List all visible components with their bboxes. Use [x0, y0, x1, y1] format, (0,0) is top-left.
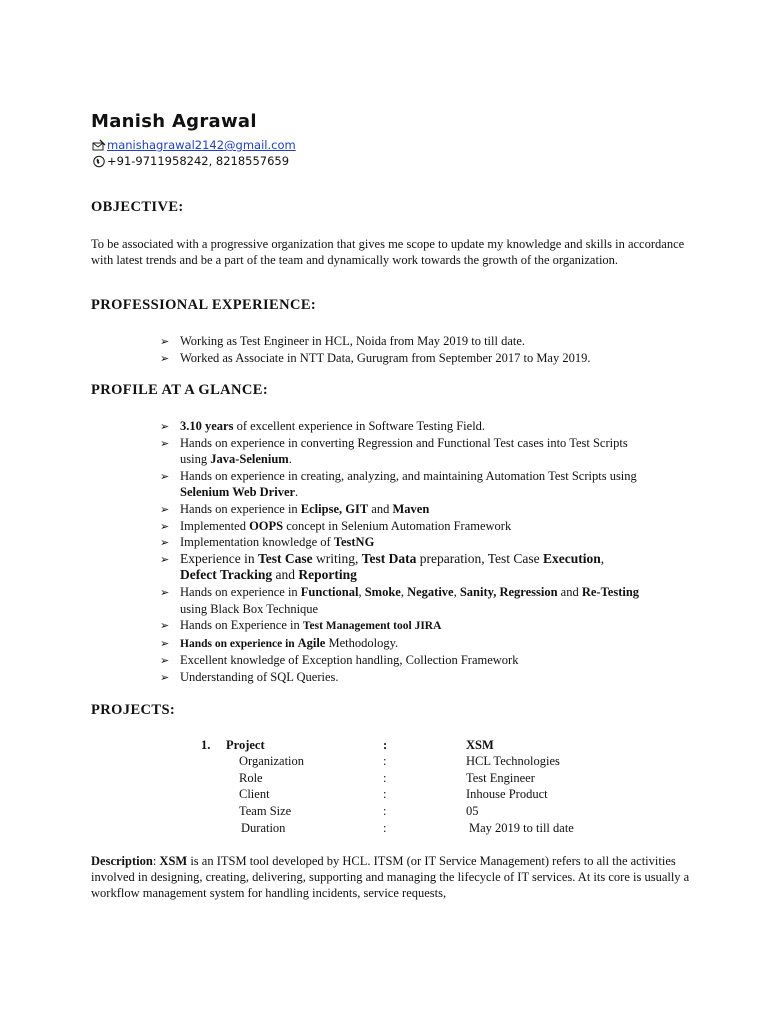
profile-item-segment: Implemented: [180, 518, 250, 533]
profile-item-segment: Agile: [297, 635, 326, 650]
project-field-separator: :: [383, 754, 387, 768]
project-field-value: Inhouse Product: [466, 787, 548, 801]
profile-item: [160, 669, 640, 686]
profile-item-segment: Test Data: [361, 550, 417, 566]
candidate-name: Manish Agrawal: [91, 111, 257, 132]
phone-icon: [92, 155, 106, 168]
profile-item: [160, 617, 640, 635]
project-field-value: May 2019 to till date: [469, 821, 574, 835]
envelope-pen-icon: [92, 139, 106, 152]
project-field-label: Client: [239, 787, 270, 801]
profile-item-segment: OOPS: [249, 518, 284, 533]
profile-item-segment: Re-Testing: [581, 584, 640, 599]
profile-item: [160, 652, 640, 669]
project-field-value: XSM: [466, 738, 494, 752]
profile-item: [160, 551, 640, 584]
profile-item-segment: Eclipse, GIT: [300, 501, 369, 516]
profile-list: [160, 418, 640, 686]
project-field-separator: :: [383, 771, 387, 785]
phone-number: +91-9711958242, 8218557659: [107, 154, 290, 168]
project-field-label: Organization: [239, 754, 305, 768]
profile-item-segment: .: [288, 452, 292, 467]
profile-item-segment: Functional: [300, 584, 359, 599]
experience-item-text: Working as Test Engineer in HCL, Noida from May 2019 to till date.: [180, 334, 526, 348]
arrow-bullet-icon: ➢: [160, 637, 170, 650]
profile-item-segment: Hands on experience in: [180, 637, 298, 650]
arrow-bullet-icon: ➢: [160, 671, 170, 684]
profile-item-segment: of excellent experience in Software Testing Field.: [233, 419, 486, 433]
profile-item-segment: Maven: [392, 501, 430, 516]
profile-item-segment: Hands on Experience in: [180, 618, 303, 633]
profile-item-segment: Sanity, Regression: [459, 584, 558, 599]
description-label: Description: [91, 854, 153, 868]
arrow-bullet-icon: ➢: [160, 503, 170, 516]
arrow-bullet-icon: ➢: [160, 620, 170, 633]
profile-item-segment: Experience in: [180, 550, 258, 566]
profile-item-segment: and: [368, 501, 393, 516]
profile-item-segment: concept in Selenium Automation Framework: [283, 518, 512, 533]
experience-item: [160, 350, 590, 367]
project-field-label: Role: [239, 771, 263, 785]
project-field-separator: :: [383, 804, 387, 818]
project-field-separator: :: [383, 787, 387, 801]
project-field-label: Team Size: [239, 804, 292, 818]
profile-item-segment: using Black Box Technique: [180, 601, 319, 616]
project-field-value: Test Engineer: [466, 771, 535, 785]
profile-item-segment: Test Case: [257, 550, 313, 566]
objective-text: To be associated with a progressive organization that gives me scope to update my knowledge and skills in accordance with latest trends and be a part of the team and dynamically work towards the growth of the organization.: [91, 237, 685, 267]
arrow-bullet-icon: ➢: [160, 537, 170, 550]
email-line: [92, 138, 296, 152]
projects-heading: PROJECTS:: [91, 702, 176, 718]
description-text: is an ITSM tool developed by HCL. ITSM (or IT Service Management) refers to all the activities involved in designing, creating, delivering, supporting and managing the lifecycle of IT services. At its core is usually a workflow management system for handling incidents, service requests,: [91, 854, 690, 900]
project-number: 1.: [201, 738, 211, 752]
profile-item-segment: ,: [358, 584, 365, 599]
profile-item-segment: and: [272, 567, 299, 583]
email-link[interactable]: manishagrawal2142@gmail.com: [107, 138, 296, 152]
profile-item-segment: Negative: [407, 584, 454, 599]
objective-heading: OBJECTIVE:: [91, 199, 184, 215]
profile-item: [160, 435, 640, 468]
profile-item-segment: Test Management tool JIRA: [302, 620, 442, 633]
project-field-value: HCL Technologies: [466, 754, 560, 768]
profile-item-segment: Java-Selenium: [210, 452, 289, 467]
profile-item: [160, 534, 640, 551]
project-field-value: 05: [466, 804, 479, 818]
arrow-bullet-icon: ➢: [160, 553, 170, 566]
arrow-bullet-icon: ➢: [160, 586, 170, 599]
profile-item-segment: Defect Tracking: [180, 567, 273, 583]
arrow-bullet-icon: ➢: [160, 520, 170, 533]
profile-item-segment: .: [295, 485, 299, 500]
arrow-bullet-icon: ➢: [160, 336, 170, 348]
profile-item: [160, 468, 640, 501]
arrow-bullet-icon: ➢: [160, 352, 170, 365]
profile-item-segment: Hands on experience in: [180, 501, 301, 516]
profile-item-segment: ,: [453, 584, 460, 599]
experience-item: [160, 333, 590, 350]
arrow-bullet-icon: ➢: [160, 470, 170, 483]
profile-item-segment: Smoke: [364, 584, 401, 599]
profile-item-segment: preparation, Test Case: [416, 550, 544, 566]
project-field-label: Duration: [241, 821, 286, 835]
project-field-label: Project: [226, 738, 265, 752]
profile-heading: PROFILE AT A GLANCE:: [91, 382, 269, 398]
profile-item-segment: TestNG: [333, 535, 375, 550]
profile-item-segment: 3.10 years: [180, 419, 234, 433]
description-product: XSM: [159, 854, 188, 868]
profile-item-segment: Execution: [543, 550, 601, 566]
arrow-bullet-icon: ➢: [160, 437, 170, 450]
profile-item-segment: Implementation knowledge of: [180, 535, 334, 550]
profile-item: [160, 635, 640, 653]
profile-item: [160, 518, 640, 535]
profile-item: [160, 418, 640, 435]
profile-item: [160, 584, 640, 617]
profile-item-segment: and: [557, 584, 582, 599]
arrow-bullet-icon: ➢: [160, 421, 170, 433]
profile-item-segment: ,: [400, 584, 408, 599]
profile-item-segment: writing,: [312, 550, 362, 566]
profile-item-segment: Understanding of SQL Queries.: [180, 669, 339, 684]
project-field-separator: :: [383, 738, 388, 752]
project-field-separator: :: [383, 821, 387, 835]
profile-item-segment: Hands on experience in creating, analyzing, and maintaining Automation Test Scripts using: [180, 468, 637, 483]
project-description: Description: XSM is an ITSM tool developed by HCL. ITSM (or IT Service Management) refers to all the activities involved in designing, creating, delivering, supporting and managing the lifecycle of IT services. At its core is usually a workflow management system for handling incidents, service requests,: [91, 854, 690, 900]
profile-item-segment: Selenium Web Driver: [180, 485, 296, 500]
profile-item: [160, 501, 640, 518]
profile-item-segment: Excellent knowledge of Exception handling, Collection Framework: [180, 653, 519, 668]
profile-item-segment: Methodology.: [325, 635, 399, 650]
phone-line: [92, 154, 289, 168]
arrow-bullet-icon: ➢: [160, 655, 170, 668]
profile-item-segment: Hands on experience in: [180, 584, 301, 599]
profile-item-segment: ,: [600, 550, 605, 566]
experience-item-text: Worked as Associate in NTT Data, Gurugram from September 2017 to May 2019.: [180, 350, 591, 365]
profile-item-segment: Reporting: [298, 567, 357, 583]
experience-heading: PROFESSIONAL EXPERIENCE:: [91, 297, 317, 313]
experience-list: [160, 333, 590, 366]
profile-item-segment: Hands on experience in converting Regression and Functional Test cases into Test Scripts using: [180, 435, 628, 467]
